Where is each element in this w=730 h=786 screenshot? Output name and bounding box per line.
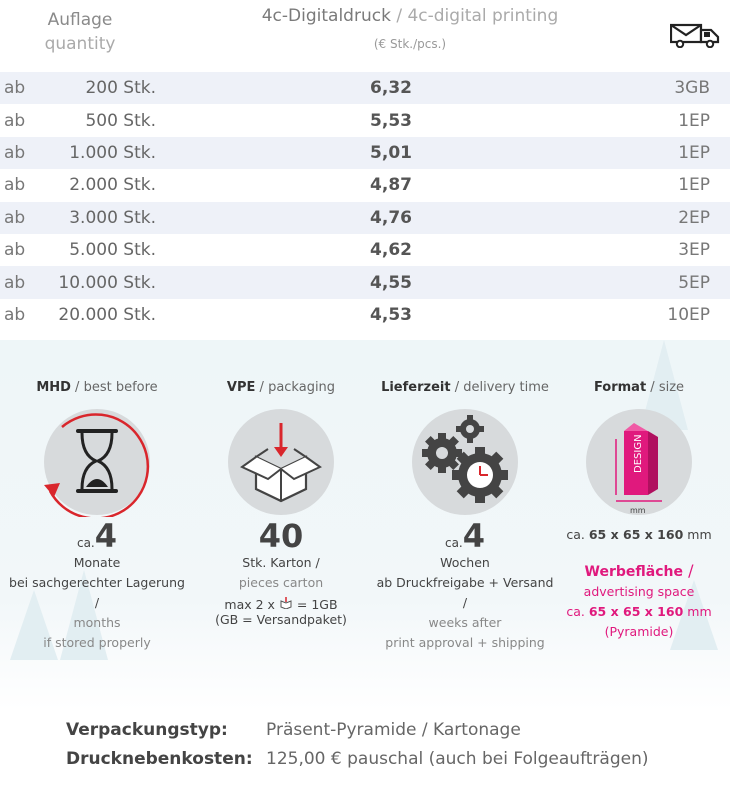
- shipping-cell: 1EP: [678, 110, 710, 131]
- format-icon-text: DESIGN: [633, 434, 644, 473]
- table-row: [0, 202, 730, 234]
- price-header-separator: /: [390, 6, 408, 26]
- price-cell: 6,32: [370, 78, 412, 99]
- price-header-en: 4c-digital printing: [407, 6, 559, 26]
- print-costs-row: [66, 745, 706, 774]
- quantity-cell: 3.000 Stk.: [69, 207, 156, 228]
- best-before-heading-de: MHD: [36, 380, 71, 395]
- from-label: ab: [4, 78, 26, 99]
- heading-separator: /: [646, 380, 659, 395]
- table-row: [0, 104, 730, 136]
- format-size-value: 65 x 65 x 160: [588, 527, 684, 542]
- best-before-heading: [6, 380, 188, 395]
- price-table-header: [0, 0, 730, 72]
- ad-space-en: advertising space: [583, 584, 695, 599]
- delivery-heading-en: delivery time: [463, 380, 549, 395]
- format-heading: [548, 380, 730, 395]
- packaging-details: [66, 716, 706, 774]
- approx-label: ca.: [444, 536, 463, 550]
- price-header-de: 4c-Digitaldruck: [261, 6, 391, 26]
- table-row: [0, 299, 730, 331]
- packaging-note: (GB = Versandpaket): [215, 612, 347, 627]
- truck-envelope-icon: [670, 22, 720, 48]
- delivery-unit-en: weeks after: [428, 615, 502, 630]
- price-cell: 4,53: [370, 304, 412, 325]
- from-label: ab: [4, 304, 26, 325]
- price-unit: (€ Stk./pcs.): [373, 37, 447, 51]
- from-label: ab: [4, 207, 26, 228]
- packaging-max-label: max 2 x: [224, 597, 275, 612]
- quantity-cell: 200 Stk.: [85, 78, 156, 99]
- price-cell: 5,01: [370, 142, 412, 163]
- packaging-value: 40: [258, 517, 304, 555]
- hourglass-icon: [44, 409, 150, 515]
- ad-space-size: [548, 602, 730, 622]
- format-heading-en: size: [658, 380, 685, 395]
- table-row: [0, 266, 730, 298]
- quantity-header: [0, 8, 160, 56]
- table-row: [0, 169, 730, 201]
- ad-space-size-value: 65 x 65 x 160: [588, 604, 684, 619]
- gears-clock-icon: [412, 409, 518, 515]
- price-cell: 4,87: [370, 175, 412, 196]
- ad-space-separator: /: [682, 561, 694, 580]
- shipping-cell: 3EP: [678, 240, 710, 261]
- ad-space-approx: ca.: [566, 604, 585, 619]
- shipping-cell: 5EP: [678, 272, 710, 293]
- price-cell: 5,53: [370, 110, 412, 131]
- packaging-max-value: = 1GB: [296, 597, 338, 612]
- delivery-unit: Wochen: [440, 555, 490, 570]
- price-header: [250, 4, 570, 54]
- price-header-title: [250, 4, 570, 28]
- quantity-header-de: Auflage: [47, 10, 113, 30]
- format-heading-de: Format: [593, 380, 647, 395]
- best-before-heading-en: best before: [83, 380, 158, 395]
- shipping-cell: 1EP: [678, 142, 710, 163]
- packaging-unit-en: pieces carton: [238, 575, 324, 590]
- quantity-cell: 20.000 Stk.: [58, 304, 156, 325]
- shipping-cell: 10EP: [667, 304, 710, 325]
- quantity-cell: 10.000 Stk.: [58, 272, 156, 293]
- price-table: [0, 72, 730, 331]
- delivery-value: 4: [462, 517, 486, 555]
- pyramid-design-icon: [586, 409, 692, 515]
- best-before-card: [6, 340, 188, 653]
- print-costs-value: 125,00 € pauschal (auch bei Folgeaufträgen): [266, 749, 649, 769]
- mini-box-icon: [279, 597, 293, 609]
- delivery-condition: ab Druckfreigabe + Versand /: [376, 575, 554, 610]
- format-icon-unit: mm: [630, 506, 646, 515]
- ad-space-unit: mm: [687, 604, 712, 619]
- packaging-max: [190, 597, 372, 612]
- packaging-type-value: Präsent-Pyramide / Kartonage: [266, 720, 521, 740]
- best-before-value: 4: [94, 517, 118, 555]
- heading-separator: /: [255, 380, 269, 395]
- print-costs-label: Drucknebenkosten:: [66, 749, 253, 769]
- packaging-unit: Stk. Karton /: [242, 555, 320, 570]
- quantity-cell: 5.000 Stk.: [69, 240, 156, 261]
- delivery-condition-en: print approval + shipping: [385, 635, 545, 650]
- from-label: ab: [4, 175, 26, 196]
- best-before-unit-en: months: [73, 615, 121, 630]
- from-label: ab: [4, 240, 26, 261]
- from-label: ab: [4, 110, 26, 131]
- heading-separator: /: [70, 380, 84, 395]
- shipping-cell: 3GB: [674, 78, 710, 99]
- ad-space-shape: (Pyramide): [604, 624, 674, 639]
- best-before-unit: Monate: [73, 555, 121, 570]
- from-label: ab: [4, 142, 26, 163]
- delivery-card: [374, 340, 556, 653]
- packaging-type-row: [66, 716, 706, 745]
- from-label: ab: [4, 272, 26, 293]
- format-card: [548, 340, 730, 642]
- table-row: [0, 137, 730, 169]
- table-row: [0, 234, 730, 266]
- price-cell: 4,62: [370, 240, 412, 261]
- packaging-card: [190, 340, 372, 627]
- quantity-cell: 2.000 Stk.: [69, 175, 156, 196]
- best-before-condition-en: if stored properly: [43, 635, 151, 650]
- box-icon: [228, 409, 334, 515]
- packaging-heading-en: packaging: [268, 380, 336, 395]
- delivery-heading-de: Lieferzeit: [381, 380, 451, 395]
- quantity-header-en: quantity: [44, 34, 116, 54]
- ad-space-de: Werbefläche: [584, 564, 683, 580]
- quantity-cell: 500 Stk.: [85, 110, 156, 131]
- table-row: [0, 72, 730, 104]
- format-size-approx: ca.: [566, 527, 585, 542]
- packaging-heading-de: VPE: [226, 380, 256, 395]
- quantity-cell: 1.000 Stk.: [69, 142, 156, 163]
- heading-separator: /: [450, 380, 464, 395]
- shipping-cell: 2EP: [678, 207, 710, 228]
- format-size-unit: mm: [687, 527, 712, 542]
- approx-label: ca.: [76, 536, 95, 550]
- product-info-section: [0, 340, 730, 710]
- price-cell: 4,76: [370, 207, 412, 228]
- packaging-type-label: Verpackungstyp:: [66, 720, 228, 740]
- delivery-heading: [374, 380, 556, 395]
- packaging-heading: [190, 380, 372, 395]
- best-before-condition: bei sachgerechter Lagerung /: [9, 575, 185, 610]
- shipping-cell: 1EP: [678, 175, 710, 196]
- ad-space-heading: [548, 561, 730, 582]
- format-size: [548, 525, 730, 545]
- price-cell: 4,55: [370, 272, 412, 293]
